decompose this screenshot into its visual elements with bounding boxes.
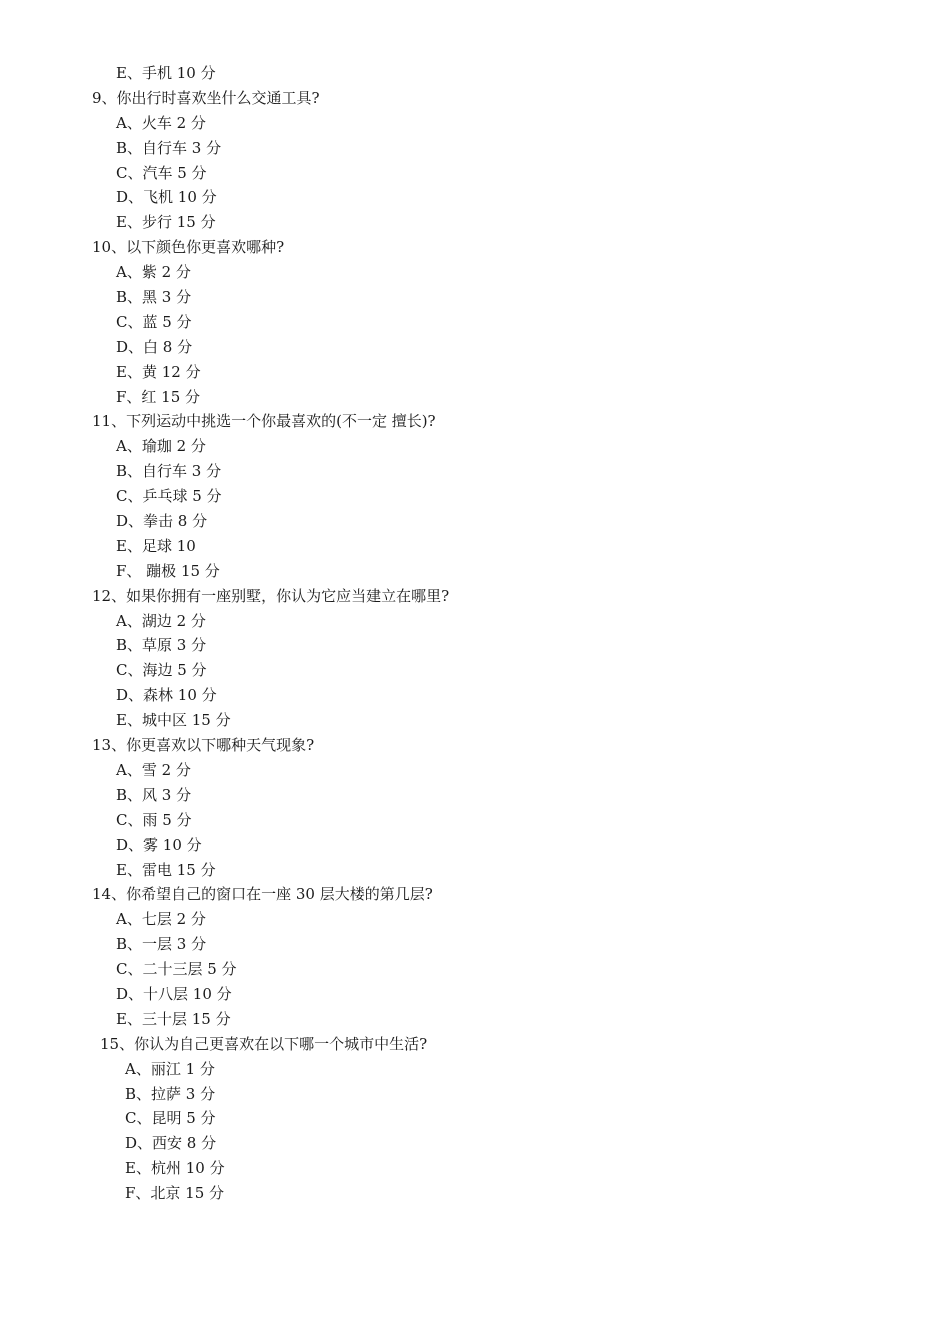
option-text: D、飞机 10 分: [116, 188, 217, 207]
question-text: 12、如果你拥有一座别墅，你认为它应当建立在哪里?: [92, 586, 450, 605]
option-text: E、足球 10: [116, 536, 196, 555]
option-text: E、步行 15 分: [116, 213, 216, 232]
option-text: B、拉萨 3 分: [125, 1084, 216, 1103]
option-text: E、城中区 15 分: [116, 711, 231, 730]
option-text: A、瑜珈 2 分: [116, 437, 206, 456]
question-text: 10、以下颜色你更喜欢哪种?: [92, 238, 285, 257]
option-text: D、西安 8 分: [125, 1134, 217, 1153]
option-text: E、三十层 15 分: [116, 1009, 231, 1028]
option-text: B、黑 3 分: [116, 288, 192, 307]
option-text: B、一层 3 分: [116, 935, 207, 954]
option-text: C、汽车 5 分: [116, 163, 207, 182]
option-text: A、火车 2 分: [116, 113, 206, 132]
option-text: D、十八层 10 分: [116, 984, 232, 1003]
question-text: 9、你出行时喜欢坐什么交通工具?: [92, 88, 320, 107]
option-text: D、拳击 8 分: [116, 512, 208, 531]
question-text: 15、你认为自己更喜欢在以下哪一个城市中生活?: [100, 1034, 428, 1053]
option-text: A、湖边 2 分: [116, 611, 206, 630]
option-text: F、北京 15 分: [125, 1184, 225, 1203]
option-text: A、雪 2 分: [116, 760, 191, 779]
option-text: C、海边 5 分: [116, 661, 207, 680]
option-text: B、自行车 3 分: [116, 138, 222, 157]
option-text: D、森林 10 分: [116, 686, 217, 705]
option-text: C、蓝 5 分: [116, 312, 192, 331]
question-text: 14、你希望自己的窗口在一座 30 层大楼的第几层?: [92, 885, 433, 904]
option-text: F、 蹦极 15 分: [116, 561, 220, 580]
option-text: F、红 15 分: [116, 387, 201, 406]
option-text: E、手机 10 分: [116, 64, 216, 82]
option-text: B、草原 3 分: [116, 636, 207, 655]
option-text: E、黄 12 分: [116, 362, 201, 381]
option-text: A、七层 2 分: [116, 910, 206, 929]
option-text: E、杭州 10 分: [125, 1159, 225, 1178]
option-text: C、昆明 5 分: [125, 1109, 216, 1128]
option-text: C、乒乓球 5 分: [116, 487, 222, 506]
option-text: D、雾 10 分: [116, 835, 202, 854]
option-text: B、风 3 分: [116, 785, 192, 804]
option-text: A、紫 2 分: [116, 263, 191, 282]
question-text: 13、你更喜欢以下哪种天气现象?: [92, 736, 315, 755]
option-text: C、二十三层 5 分: [116, 960, 237, 979]
question-text: 11、下列运动中挑选一个你最喜欢的(不一定 擅长)?: [92, 412, 436, 431]
option-text: E、雷电 15 分: [116, 860, 216, 879]
document-page: [0, 61, 950, 1206]
option-text: C、雨 5 分: [116, 810, 192, 829]
option-text: A、丽江 1 分: [125, 1059, 215, 1078]
option-text: D、白 8 分: [116, 337, 193, 356]
option-text: B、自行车 3 分: [116, 462, 222, 481]
